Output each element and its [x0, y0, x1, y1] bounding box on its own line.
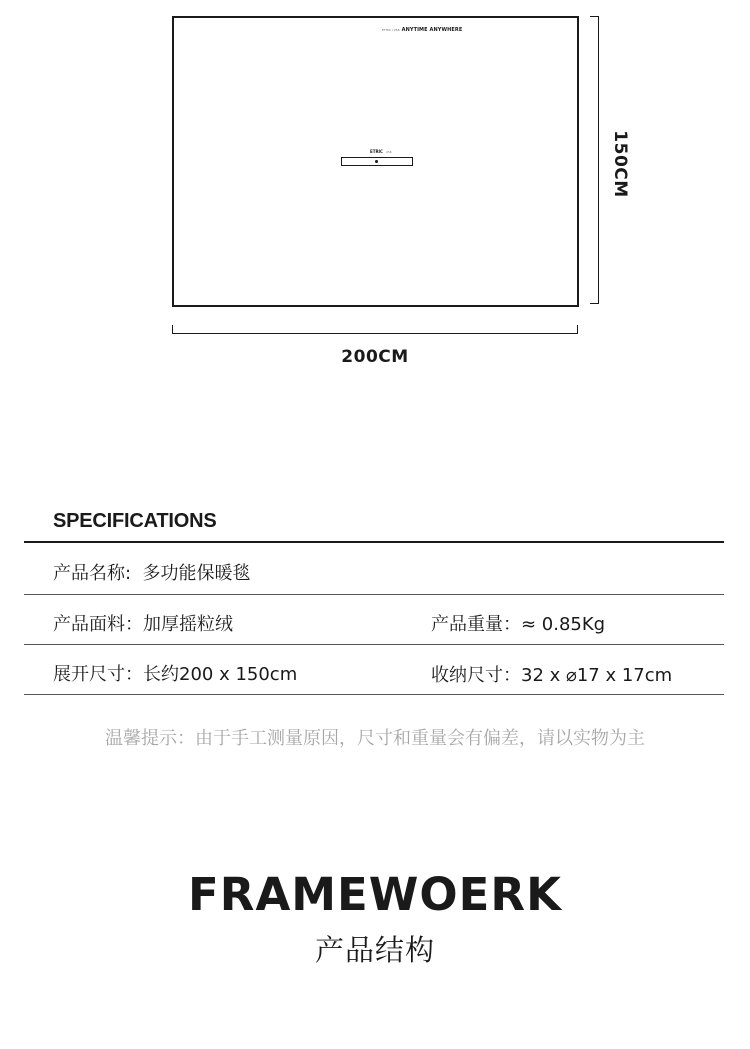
- blanket-outline: [172, 16, 579, 307]
- blanket-print-logo: [382, 25, 462, 35]
- spec-value-material: 加厚摇粒绒: [143, 614, 233, 635]
- tag-label: [370, 148, 392, 155]
- spec-label-storage: 收纳尺寸：: [431, 665, 521, 686]
- row-divider: [24, 594, 724, 595]
- spec-value-size: 长约200 x 150cm: [143, 664, 298, 685]
- measurement-note: 温馨提示：由于手工测量原因，尺寸和重量会有偏差，请以实物为主: [105, 728, 645, 749]
- spec-row-storage: [431, 664, 672, 688]
- strap-tag: [341, 148, 415, 168]
- height-dimension-label: 150CM: [610, 130, 630, 198]
- spec-label-weight: 产品重量：: [431, 614, 521, 635]
- spec-row-name: [53, 562, 251, 586]
- width-dimension-label: 200CM: [341, 347, 409, 367]
- spec-value-weight: ≈ 0.85Kg: [521, 614, 606, 635]
- heading-divider: [24, 541, 724, 543]
- tag-brand: ETRIC: [370, 149, 383, 154]
- tag-mini-text: 256: [385, 149, 392, 154]
- spec-label-name: 产品名称:: [53, 563, 132, 584]
- spec-row-size: [53, 663, 297, 687]
- print-main-text: ANYTIME ANYWHERE: [401, 27, 463, 33]
- spec-row-weight: [431, 613, 605, 637]
- row-divider: [24, 644, 724, 645]
- framework-title: FRAMEWOERK: [188, 868, 562, 921]
- strap-button-dot: [375, 160, 378, 163]
- framework-subtitle: 产品结构: [314, 933, 435, 967]
- row-divider: [24, 694, 724, 695]
- spec-label-size: 展开尺寸：: [53, 664, 143, 685]
- strap-rectangle: [341, 157, 413, 166]
- spec-label-material: 产品面料：: [53, 614, 143, 635]
- height-dimension-line: [590, 16, 599, 304]
- spec-value-storage: 32 x ⌀17 x 17cm: [521, 665, 673, 686]
- print-small-text: ETHIC / 256: [382, 28, 400, 32]
- spec-row-material: [53, 613, 233, 637]
- spec-value-name: 多功能保暖毯: [142, 563, 251, 584]
- width-dimension-line: [172, 325, 578, 334]
- specifications-heading: SPECIFICATIONS: [53, 510, 217, 532]
